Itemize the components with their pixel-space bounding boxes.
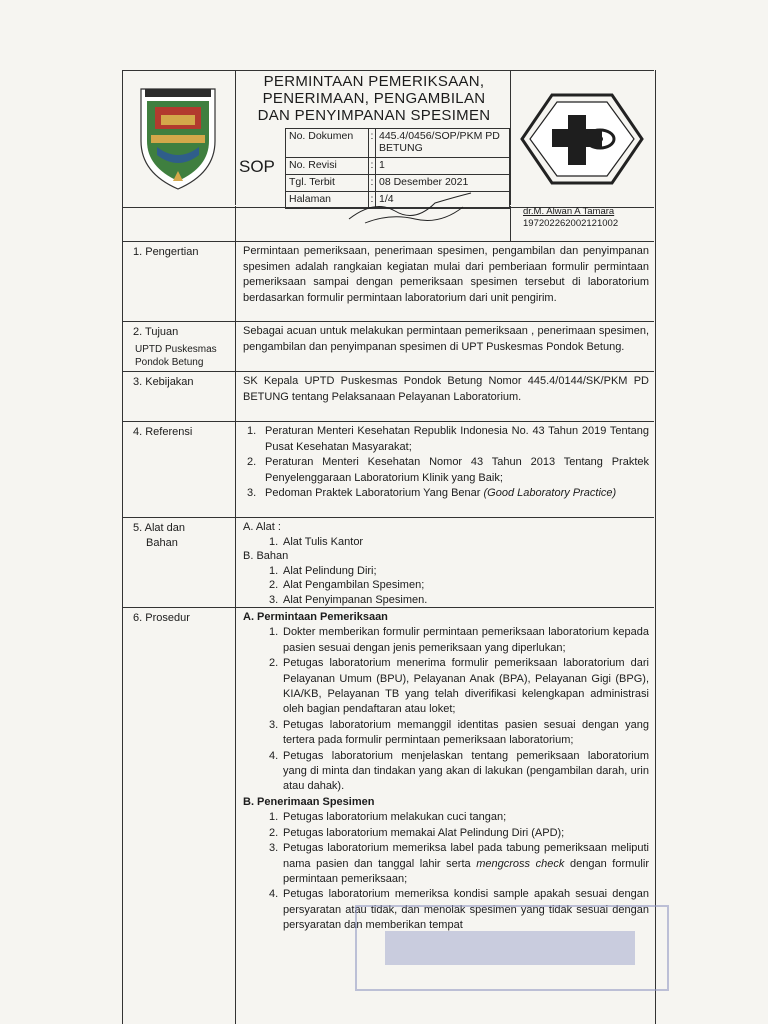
signer-name: dr.M. Alwan A Tamara <box>523 206 615 217</box>
list-text: Petugas laboratorium memanggil identitas pasien sesuai dengan yang tertera pada formulir permintaan pemeriksaan laboratorium; <box>283 718 649 747</box>
material-list <box>243 564 649 608</box>
list-text: Petugas laboratorium memeriksa kondisi sample apakah sesuai dengan persyaratan atau tidak, dan menolak spesimen yang tidak sesuai dengan persyaratan dan memberikan tempat <box>283 888 649 932</box>
list-number: 3. <box>247 487 257 499</box>
column-divider <box>235 242 236 321</box>
signer-block <box>523 206 618 230</box>
list-item <box>243 424 649 455</box>
list-text: Dokter memberikan formulir permintaan pemeriksaan laboratorium kepada pasien sesuai dengan jenis pemeriksaan yang diperlukan; <box>283 626 649 654</box>
sop-document-page <box>122 70 656 1024</box>
document-header <box>123 70 654 208</box>
stamp-mark <box>385 931 635 965</box>
list-text: Alat Pelindung Diri; <box>283 564 377 577</box>
title-cell <box>235 71 511 205</box>
list-number: 1. <box>269 626 279 639</box>
column-divider <box>235 372 236 421</box>
list-text: Petugas laboratorium memeriksa label pada tabung pemeriksaan meliputi nama pasien dan tanggal lahir serta <box>283 842 649 870</box>
list-text-italic: mengcross check <box>476 857 565 870</box>
health-logo-cell <box>510 71 654 205</box>
list-text: Petugas laboratorium memakai Alat Pelindung Diri (APD); <box>283 826 565 839</box>
logo-cell <box>123 71 236 205</box>
meta-value: 1/4 <box>376 192 510 209</box>
section-content <box>243 520 649 607</box>
meta-colon: : <box>369 175 376 192</box>
meta-row <box>286 158 510 175</box>
list-item <box>265 535 649 550</box>
meta-value: 1 <box>376 158 510 175</box>
section-label-line-1: 5. Alat dan <box>133 522 185 534</box>
section-pengertian <box>123 242 654 322</box>
faded-stamp <box>355 905 669 991</box>
section-tujuan <box>123 322 654 372</box>
subheading: B. Penerimaan Spesimen <box>243 795 375 808</box>
column-divider <box>235 322 236 371</box>
meta-key: No. Dokumen <box>286 129 369 158</box>
list-text: Petugas laboratorium melakukan cuci tangan; <box>283 811 507 824</box>
city-emblem-icon <box>123 71 233 203</box>
subheading: B. Bahan <box>243 550 289 562</box>
list-number: 1. <box>269 811 279 824</box>
section-label: 6. Prosedur <box>133 612 190 624</box>
meta-colon: : <box>369 129 376 158</box>
list-number: 1. <box>269 535 279 548</box>
tool-list <box>243 535 649 550</box>
procedure-list-a <box>243 625 649 794</box>
list-text-after: dengan formulir permintaan pemeriksaan; <box>283 857 649 885</box>
list-text: Peraturan Menteri Kesehatan Republik Indonesia No. 43 Tahun 2019 Tentang Pusat Kesehatan Masyarakat; <box>265 425 649 453</box>
list-text: Petugas laboratorium menjelaskan tentang pemeriksaan laboratorium yang di minta dan tindakan yang akan di lakukan (pengambilan darah, urin atau dahak). <box>283 749 649 793</box>
list-item <box>265 749 649 795</box>
list-item <box>243 455 649 486</box>
meta-row <box>286 129 510 158</box>
list-text-italic: (Good Laboratory Practice) <box>483 487 617 499</box>
column-divider <box>235 422 236 517</box>
section-label: 4. Referensi <box>133 426 193 438</box>
sop-label: SOP <box>239 157 275 176</box>
list-item <box>265 625 649 656</box>
list-number: 4. <box>269 888 279 901</box>
list-number: 2. <box>269 657 279 670</box>
meta-value: 445.4/0456/SOP/PKM PD BETUNG <box>376 129 510 158</box>
meta-key: No. Revisi <box>286 158 369 175</box>
list-number: 2. <box>269 826 279 839</box>
meta-key: Tgl. Terbit <box>286 175 369 192</box>
section-referensi <box>123 422 654 518</box>
list-number: 2. <box>269 579 279 591</box>
list-item <box>265 564 649 579</box>
section-label: 3. Kebijakan <box>133 376 194 388</box>
section-label: 2. Tujuan <box>133 326 179 338</box>
column-divider <box>235 518 236 607</box>
section-alat-bahan <box>123 518 654 608</box>
section-content <box>243 610 649 934</box>
list-text: Peraturan Menteri Kesehatan Nomor 43 Tahun 2013 Tentang Praktek Penyelenggaraan Laboratorium Klinik yang Baik; <box>265 456 649 484</box>
subheading: A. Permintaan Pemeriksaan <box>243 611 388 623</box>
list-text: Petugas laboratorium menerima formulir pemeriksaan laboratorium dari Pelayanan Umum (BPU), Pelayanan Anak (BPA), Pelayanan Gigi (BPG), KIA/KB, Pelayanan TB yang telah diverifikasi kelengkapan administrasi oleh bagian pendaftaran atau loket; <box>283 657 649 716</box>
list-item <box>265 841 649 887</box>
list-item <box>243 486 649 502</box>
meta-colon: : <box>369 158 376 175</box>
list-number: 3. <box>269 593 279 606</box>
meta-value: 08 Desember 2021 <box>376 175 510 192</box>
section-kebijakan <box>123 372 654 422</box>
document-title <box>243 73 505 124</box>
list-item <box>265 718 649 749</box>
list-text: Alat Penyimpanan Spesimen. <box>283 593 428 606</box>
title-line-2: PENERIMAAN, PENGAMBILAN <box>262 90 486 107</box>
section-text: Sebagai acuan untuk melakukan permintaan pemeriksaan , penerimaan spesimen, pengambilan dan penyimpanan spesimen di UPT Puskesmas Pondok Betung. <box>243 325 649 353</box>
list-item <box>265 826 649 841</box>
puskesmas-logo-icon <box>510 71 654 205</box>
meta-colon: : <box>369 192 376 209</box>
list-item <box>265 593 649 608</box>
list-text: Alat Pengambilan Spesimen; <box>283 579 425 591</box>
meta-key: Halaman <box>286 192 369 209</box>
list-item <box>265 810 649 825</box>
section-label: 1. Pengertian <box>133 246 199 258</box>
title-line-3: DAN PENYIMPANAN SPESIMEN <box>257 107 491 124</box>
column-divider <box>235 206 236 241</box>
section-content <box>243 424 649 502</box>
section-text: SK Kepala UPTD Puskesmas Pondok Betung Nomor 445.4/0144/SK/PKM PD BETUNG tentang Pelaksanaan Pelayanan Laboratorium. <box>243 375 649 403</box>
section-text: Permintaan pemeriksaan, penerimaan spesimen, pengambilan dan penyimpanan spesimen adalah rangkaian kegiatan mulai dari pemberiaan formulir permintaan pemeriksaan sampai dengan pemeriksaan spesimen tersebut di laboratorium berdasarkan formulir permintaan laboratorium dari unit pengirim. <box>243 245 649 304</box>
org-name: UPTD Puskesmas Pondok Betung <box>135 344 217 368</box>
list-number: 3. <box>269 842 279 855</box>
subheading: A. Alat : <box>243 521 281 533</box>
list-number: 3. <box>269 718 279 731</box>
reference-list <box>243 424 649 502</box>
list-item <box>265 656 649 718</box>
signer-nip: 197202262002121002 <box>523 218 619 229</box>
section-label-line-2: Bahan <box>146 537 178 549</box>
list-text: Pedoman Praktek Laboratorium Yang Benar <box>265 487 481 499</box>
column-divider <box>510 206 511 241</box>
title-line-1: PERMINTAAN PEMERIKSAAN, <box>263 73 485 90</box>
column-divider <box>235 608 236 1024</box>
list-number: 4. <box>269 749 279 762</box>
section-label <box>133 521 233 551</box>
list-number: 1. <box>247 425 257 437</box>
list-item <box>265 578 649 593</box>
list-number: 1. <box>269 564 279 577</box>
list-number: 2. <box>247 456 257 468</box>
list-text: Alat Tulis Kantor <box>283 535 364 548</box>
